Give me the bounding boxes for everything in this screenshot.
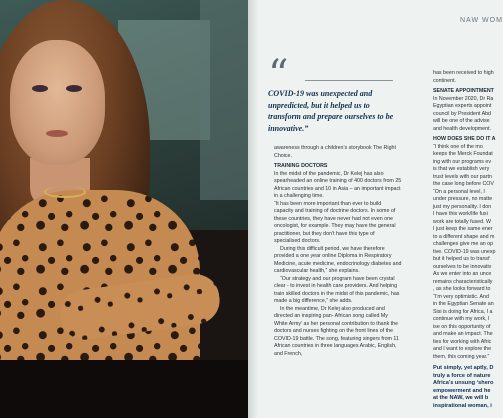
text-line: tive. COVID-19 was unexp: [433, 248, 496, 255]
text-line: trust levels with our partn: [433, 173, 492, 180]
text-line: ties for working with Afric: [433, 338, 492, 345]
text-line: Sisi is doing for Africa, I a: [433, 308, 493, 315]
text-line: and health development.: [433, 125, 492, 132]
page-gutter: [248, 0, 258, 418]
text-line: “I think one of the mo: [433, 143, 483, 150]
running-head: NAW WOM: [460, 17, 503, 24]
text-line: keeps the Merck Foundat: [433, 151, 493, 157]
text-line: continent.: [433, 77, 456, 84]
text-line: and make an impact. The: [433, 331, 493, 337]
closing-line: inspirational woman, i: [433, 402, 492, 409]
text-line: I have this work/life fusi: [433, 211, 488, 217]
quote-mark-icon: “: [268, 52, 283, 98]
text-line: work are totally fused. W: [433, 218, 491, 225]
section-heading: HOW DOES SHE DO IT A: [433, 136, 496, 142]
pullquote: COVID-19 was unexpected and unpredicted, but it helped us to transform and prepare ourselves to be innovative.”: [268, 89, 394, 133]
face: [10, 40, 105, 165]
pullquote-rule: [305, 80, 393, 81]
middle-column: [274, 145, 402, 358]
closing-line: Put simply, yet aptly, D: [433, 365, 494, 371]
text-line: “I’m very optimistic. And: [433, 293, 489, 300]
closing-line: at the NAW, we will b: [433, 395, 489, 402]
text-line: to a different shape and m: [433, 233, 495, 240]
closing-line: empowerment and he: [433, 387, 491, 394]
text-line: ing with our programs ev: [433, 158, 491, 165]
dark-skirt: [0, 360, 248, 418]
text-line: council by President Abd: [433, 110, 492, 117]
text-line: continue with my work, I: [433, 316, 490, 322]
paragraph: In the midst of the pandemic, Dr Kelej has also spearheaded an online training of 400 doctors from 25 African countries and 10 in Asia – an important impact in a challenging time.: [274, 170, 402, 199]
necklace: [44, 186, 86, 198]
background-panel: [200, 0, 248, 200]
text-line: , as she looks forward to: [433, 286, 491, 292]
lips: [46, 130, 68, 137]
text-line: and I want to explore the: [433, 346, 492, 352]
text-line: I just keep the same ener: [433, 226, 493, 232]
closing-line: truly a force of nature: [433, 372, 491, 379]
text-line: remains characteristically: [433, 278, 493, 285]
text-line: ourselves to be innovativ: [433, 263, 492, 270]
paragraph: awareness through a children's storybook The Right Choice.: [274, 145, 396, 159]
paragraph: “It has been more important than ever to build capacity and training of doctrine doctors. In some of these countries, they have never had not even one oncologist, for example. They may have the general practitioner, but they don't have this type of specialised doctors.: [274, 200, 396, 244]
text-line: In November 2020, Dr Ra: [433, 95, 494, 102]
paragraph: During this difficult period, we have therefore provided a one year online Diploma in Respiratory Medicine, acute medicine, endocrinology diabetes and cardiovascular health,” she explains.: [274, 245, 402, 274]
paragraph: In the meantime, Dr Kelej also produced and directed an inspiring pan- African song called My White Army’ as her personal contribution to thank the doctors and nurses fighting on the front lines of the COVID-19 battle. The song, featuring singers from 11 African countries in three languages Arabic, English, and French,: [274, 305, 399, 357]
text-line: As we enter into an unce: [433, 271, 492, 277]
closing-line: Africa’s unsung ‘shero: [433, 380, 494, 387]
text-line: them, this coming year.”: [433, 353, 490, 360]
text-line: has been received to high: [433, 70, 494, 76]
paragraph: “Our strategy and our program have been crystal clear - to invest in health care providers. And helping train skilled doctors in the midst of this pandemic, has made a big difference,” she adds.: [274, 275, 400, 304]
right-eye: [66, 85, 82, 92]
text-line: challenges give me an op: [433, 241, 494, 247]
section-heading: TRAINING DOCTORS: [274, 163, 328, 169]
text-line: “On a personal level, I: [433, 188, 485, 195]
portrait-photo: [0, 0, 248, 418]
text-line: under pressure, no matte: [433, 196, 493, 202]
right-column: [433, 70, 497, 411]
text-line: Egyptian experts appoint: [433, 103, 492, 109]
section-heading: SENATE APPOINTMENT: [433, 88, 494, 94]
text-line: will be one of the advise: [433, 118, 490, 124]
text-line: the case long before COV: [433, 181, 494, 187]
text-line: just my personality. I don: [433, 203, 492, 210]
text-line: but it helped us to transf: [433, 256, 490, 262]
left-eye: [32, 85, 48, 92]
text-line: ise on this opportunity of: [433, 323, 491, 330]
text-line: is that we establish very: [433, 166, 490, 172]
text-line: in the Egyptian Senate an: [433, 301, 494, 307]
